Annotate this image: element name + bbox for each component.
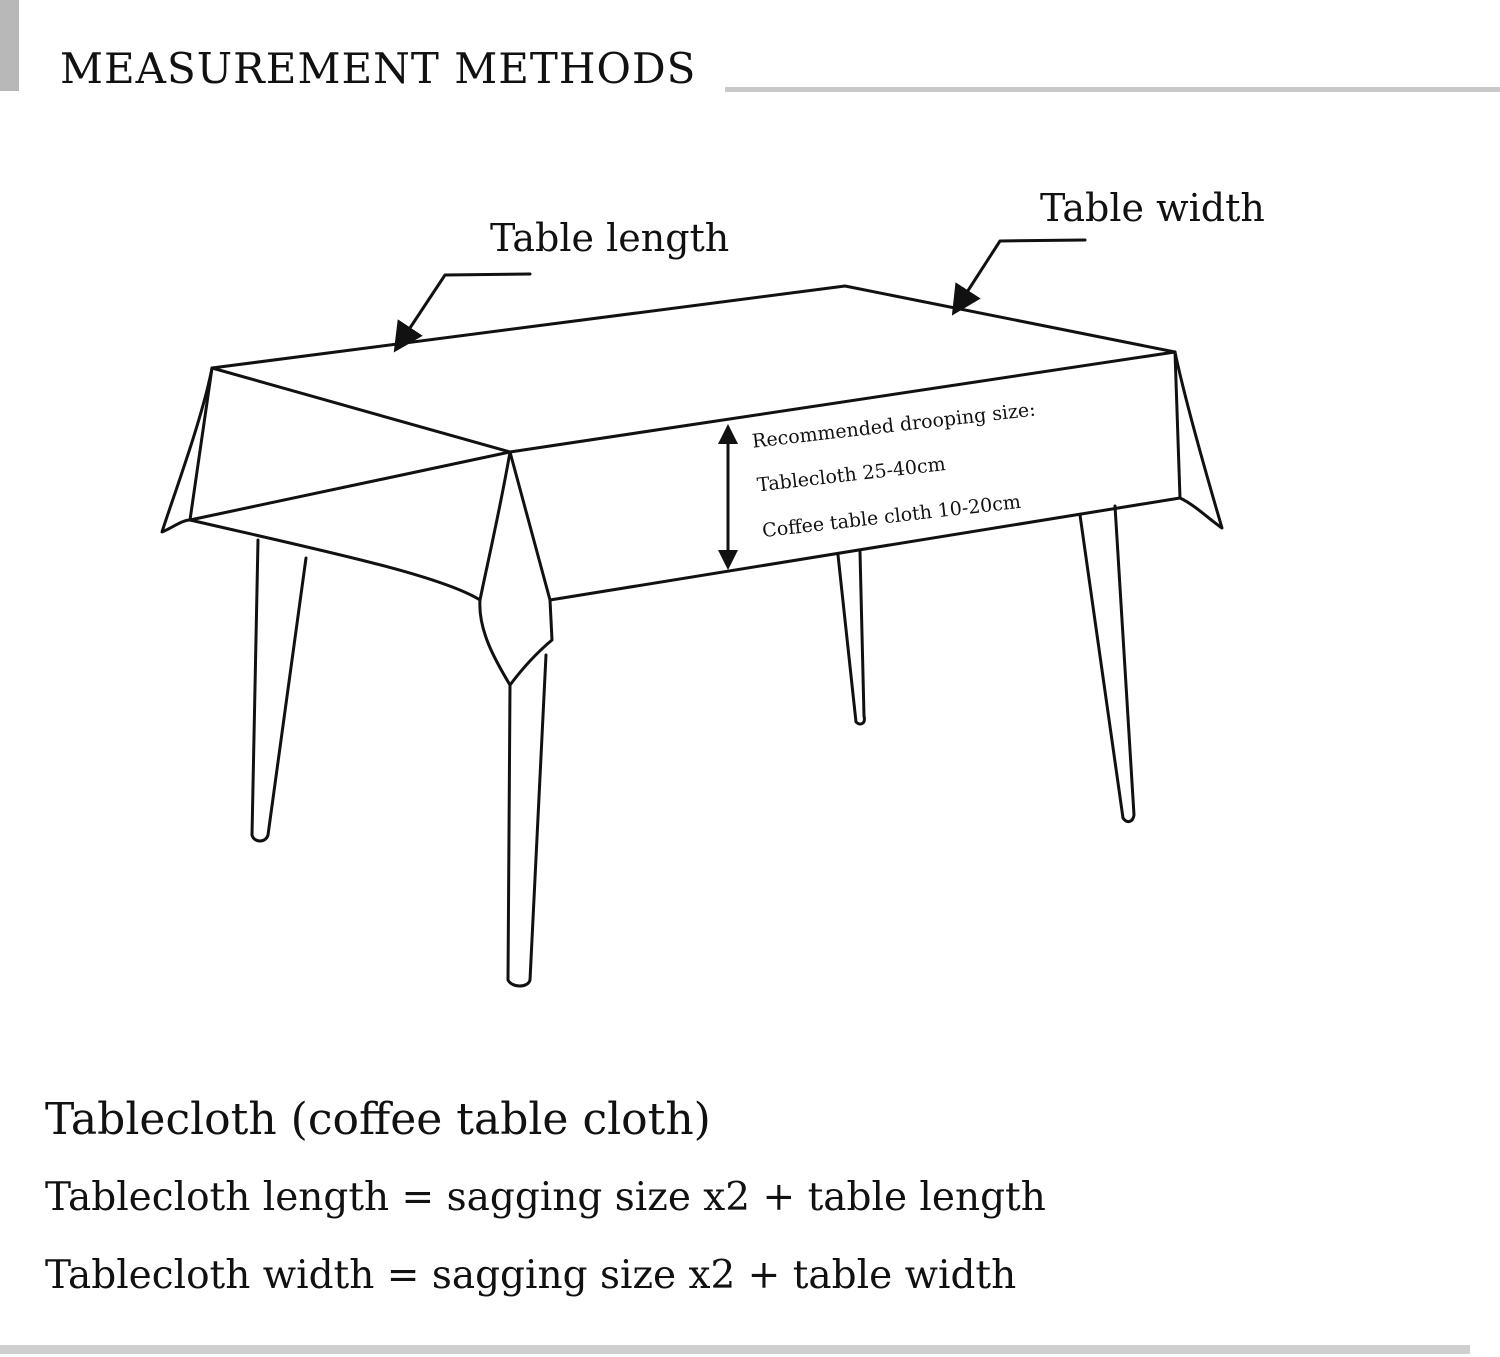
left-front-hem (190, 520, 480, 600)
drop-arrow-up-head (718, 424, 738, 444)
leg-back-center (838, 552, 864, 724)
width-formula: Tablecloth width = sagging size x2 + table width (45, 1253, 1017, 1298)
right-corner (1175, 352, 1222, 528)
tablecloth-drop-range: Tablecloth 25-40cm (755, 453, 947, 497)
leg-back-right (1080, 506, 1134, 822)
formula-heading: Tablecloth (coffee table cloth) (45, 1094, 711, 1145)
drooping-size-heading: Recommended drooping size: (750, 398, 1037, 453)
footer-divider (0, 1345, 1470, 1354)
leg-front-center (508, 655, 546, 986)
left-drape-corner (162, 368, 212, 532)
leg-front-left (252, 540, 306, 841)
coffee-table-cloth-drop-range: Coffee table cloth 10-20cm (761, 490, 1022, 543)
table-width-label: Table width (1040, 186, 1265, 230)
left-drape (190, 368, 510, 520)
page-title: MEASUREMENT METHODS (60, 44, 697, 93)
table-width-leader (960, 240, 1085, 303)
table-length-label: Table length (490, 216, 730, 260)
length-formula: Tablecloth length = sagging size x2 + table length (45, 1175, 1046, 1220)
drop-arrow-down-head (718, 550, 738, 570)
table-top (212, 286, 1175, 452)
